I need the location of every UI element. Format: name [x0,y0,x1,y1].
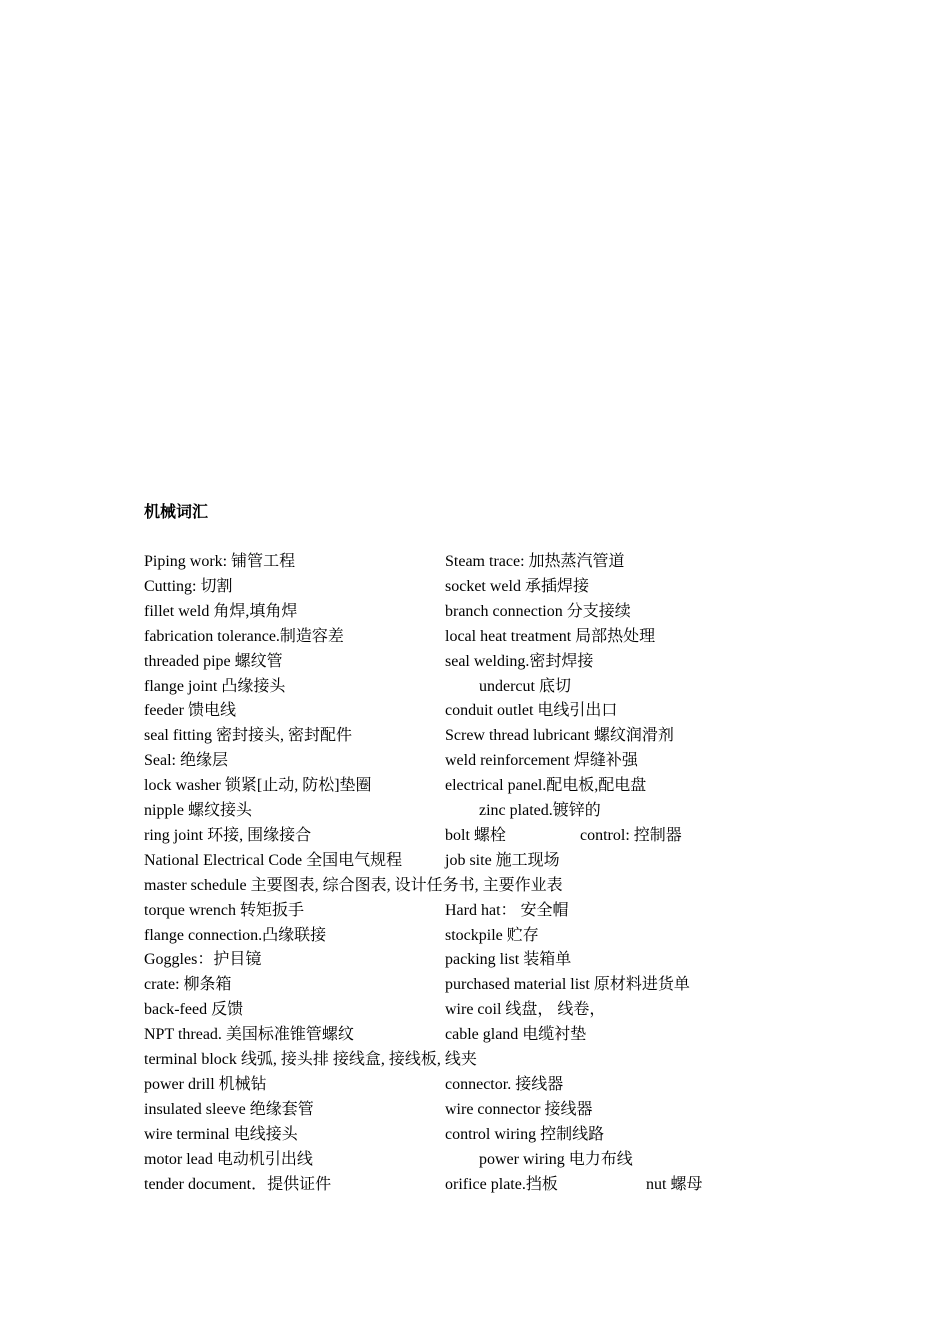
vocab-entry: Seal: 绝缘层 [144,752,228,770]
vocab-entry: control wiring 控制线路 [445,1125,605,1143]
vocab-entry: connector. 接线器 [445,1075,564,1093]
vocab-entry: job site 施工现场 [445,851,560,869]
vocab-entry: insulated sleeve 绝缘套管 [144,1100,314,1118]
vocab-entry: weld reinforcement 焊缝补强 [445,752,638,770]
vocab-entry: cable gland 电缆衬垫 [445,1026,587,1044]
vocab-entry: power drill 机械钻 [144,1075,267,1093]
vocab-entry: threaded pipe 螺纹管 [144,652,283,670]
document-title: 机械词汇 [144,504,209,521]
vocab-entry: socket weld 承插焊接 [445,577,589,595]
vocab-entry: National Electrical Code 全国电气规程 [144,851,403,869]
vocab-entry: electrical panel.配电板,配电盘 [445,777,647,795]
vocab-entry: master schedule 主要图表, 综合图表, 设计任务书, 主要作业表 [144,876,563,894]
vocab-entry: control: 控制器 [580,826,682,844]
vocab-entry: purchased material list 原材料进货单 [445,976,690,994]
vocab-entry: local heat treatment 局部热处理 [445,627,656,645]
vocab-entry: bolt 螺栓 [445,826,506,844]
vocab-entry: packing list 装箱单 [445,951,572,969]
vocab-entry: terminal block 线弧, 接头排 接线盒, 接线板, 线夹 [144,1051,477,1068]
vocab-entry: fillet weld 角焊,填角焊 [144,602,298,620]
vocab-entry: nut 螺母 [646,1175,703,1193]
vocab-entry: Piping work: 铺管工程 [144,553,296,570]
vocab-entry: Cutting: 切割 [144,577,233,595]
vocab-entry: fabrication tolerance.制造容差 [144,627,344,645]
vocab-entry: flange joint 凸缘接头 [144,677,286,695]
vocab-entry: lock washer 锁紧[止动, 防松]垫圈 [144,777,372,795]
vocab-entry: Screw thread lubricant 螺纹润滑剂 [445,727,674,745]
vocab-entry: wire coil 线盘， 线卷， [445,1001,606,1019]
vocab-entry: NPT thread. 美国标准锥管螺纹 [144,1026,354,1044]
vocab-entry: Hard hat： 安全帽 [445,901,569,919]
vocab-entry: Goggles：护目镜 [144,951,262,969]
vocab-entry: conduit outlet 电线引出口 [445,702,618,720]
vocab-entry: crate: 柳条箱 [144,976,232,994]
vocab-entry: ring joint 环接, 围缘接合 [144,826,312,844]
vocab-entry: flange connection.凸缘联接 [144,926,327,944]
vocab-entry: orifice plate.挡板 [445,1175,558,1193]
vocab-entry: undercut 底切 [479,677,571,695]
vocab-entry: Steam trace: 加热蒸汽管道 [445,553,625,570]
vocab-entry: motor lead 电动机引出线 [144,1150,313,1168]
vocab-entry: seal fitting 密封接头, 密封配件 [144,727,352,745]
vocab-entry: torque wrench 转矩扳手 [144,901,304,919]
vocab-entry: stockpile 贮存 [445,926,539,944]
vocab-entry: branch connection 分支接续 [445,602,631,620]
vocab-entry: seal welding.密封焊接 [445,652,594,670]
vocab-entry: wire terminal 电线接头 [144,1125,298,1143]
vocab-entry: tender document．提供证件 [144,1175,332,1193]
vocab-entry: wire connector 接线器 [445,1100,593,1118]
vocab-entry: back-feed 反馈 [144,1001,244,1019]
vocab-entry: nipple 螺纹接头 [144,802,252,819]
vocab-entry: feeder 馈电线 [144,702,236,720]
vocab-entry: zinc plated.镀锌的 [479,802,601,819]
vocab-entry: power wiring 电力布线 [479,1150,633,1168]
